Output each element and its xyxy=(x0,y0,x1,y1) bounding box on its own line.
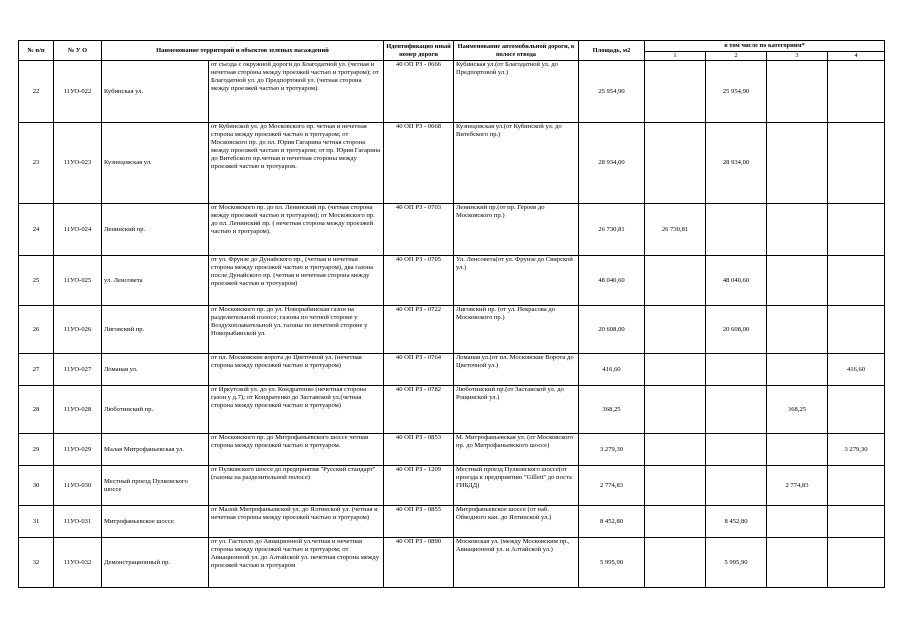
table-body xyxy=(19,61,885,588)
row-area: 26 730,81 xyxy=(579,204,645,256)
row-cat-3 xyxy=(767,506,828,538)
row-number: 22 xyxy=(19,61,54,123)
table-row xyxy=(19,386,885,434)
row-number: 26 xyxy=(19,306,54,354)
row-cat-4 xyxy=(828,61,885,123)
row-area: 2 774,83 xyxy=(579,466,645,506)
row-number: 30 xyxy=(19,466,54,506)
row-description: от Малой Митрофаньевской ул. до Ялтинской ул. (четная и нечетная стороны между проезжей частью и тротуаром) xyxy=(209,506,384,538)
row-uo-code: 11УО-028 xyxy=(54,386,102,434)
row-area: 5 995,90 xyxy=(579,538,645,588)
header-uo: № У О xyxy=(54,41,102,61)
row-number: 23 xyxy=(19,123,54,204)
row-ident: 40 ОП РЗ - 0890 xyxy=(384,538,454,588)
row-cat-1 xyxy=(645,386,706,434)
row-road: Люботинский пр.(от Заставской ул. до Рощинской ул.) xyxy=(454,386,579,434)
row-number: 31 xyxy=(19,506,54,538)
row-cat-3 xyxy=(767,538,828,588)
row-cat-1 xyxy=(645,434,706,466)
row-cat-4 xyxy=(828,386,885,434)
header-cat-3: 3 xyxy=(767,52,828,61)
table-row xyxy=(19,506,885,538)
row-cat-3 xyxy=(767,256,828,306)
row-description: от съезда с окружной дороги до Благодатной ул. (четная и нечетная стороны между проезжей частью и тротуаром); от Благодатной ул. до Предпортовой ул. (четная сторона между проезжей частью и тротуаром). xyxy=(209,61,384,123)
row-road: Местный проезд Пулковского шоссе(от проезда к предприятию "Gillett" до поста ГИБДД) xyxy=(454,466,579,506)
table-row xyxy=(19,538,885,588)
row-cat-1 xyxy=(645,123,706,204)
row-name: Ломаная ул. xyxy=(102,354,209,386)
row-road: Ломаная ул.(от пл. Московские Ворота до Цветочной ул.) xyxy=(454,354,579,386)
row-description: от Пулковского шоссе до предприятия "Русский стандарт" (газоны на разделительной полосе) xyxy=(209,466,384,506)
row-cat-1 xyxy=(645,306,706,354)
row-name: Местный проезд Пулковского шоссе xyxy=(102,466,209,506)
row-uo-code: 11УО-027 xyxy=(54,354,102,386)
row-ident: 40 ОП РЗ - 0853 xyxy=(384,434,454,466)
row-name: Демонстрационный пр. xyxy=(102,538,209,588)
row-description: от Московского пр. до пл. Ленинский пр. (четная сторона между проезжей частью и тротуаром); от Московского пр. до пл. Ленинский пр. ( нечетная сторона между проезжей частью и тротуаром). xyxy=(209,204,384,256)
row-number: 27 xyxy=(19,354,54,386)
row-ident: 40 ОП РЗ - 1209 xyxy=(384,466,454,506)
row-cat-3 xyxy=(767,123,828,204)
row-road: Митрофаньевское шоссе (от наб. Обводного кан. до Ялтинской ул.) xyxy=(454,506,579,538)
header-cat-1: 1 xyxy=(645,52,706,61)
row-description: от пл. Московские ворота до Цветочной ул. (нечетная сторона между проезжей частью и тротуаром) xyxy=(209,354,384,386)
row-name: Кубинская ул. xyxy=(102,61,209,123)
row-cat-4 xyxy=(828,506,885,538)
row-cat-1 xyxy=(645,538,706,588)
row-cat-1: 26 730,81 xyxy=(645,204,706,256)
header-cat-4: 4 xyxy=(828,52,885,61)
header-name: Наименование территорий и объектов зеленых насаждений xyxy=(102,41,384,61)
row-cat-1 xyxy=(645,61,706,123)
table-row xyxy=(19,204,885,256)
row-area: 416,60 xyxy=(579,354,645,386)
row-ident: 40 ОП РЗ - 0782 xyxy=(384,386,454,434)
row-name: Малая Митрофаньевская ул. xyxy=(102,434,209,466)
row-road: Ул. Ленсовета(от ул. Фрунзе до Свирской ул.) xyxy=(454,256,579,306)
row-cat-3 xyxy=(767,306,828,354)
row-ident: 40 ОП РЗ - 0668 xyxy=(384,123,454,204)
table-row xyxy=(19,466,885,506)
row-description: от ул. Фрунзе до Дунайского пр., (четная и нечетная сторона между проезжей частью и тротуаром), два газона после Дунайского пр. (четная и нечетная сторона между проезжей частью и тротуаром) xyxy=(209,256,384,306)
table-header xyxy=(19,41,885,61)
row-ident: 40 ОП РЗ - 0705 xyxy=(384,256,454,306)
row-cat-1 xyxy=(645,506,706,538)
row-uo-code: 11УО-026 xyxy=(54,306,102,354)
row-uo-code: 11УО-023 xyxy=(54,123,102,204)
row-uo-code: 11УО-025 xyxy=(54,256,102,306)
row-cat-2: 28 934,00 xyxy=(706,123,767,204)
row-description: от Иркутской ул. до ул. Кондратенко (нечетная сторона газон у д.7); от Кондратенко до Заставской ул.(четная сторона между проезжей частью и тротуаром) xyxy=(209,386,384,434)
header-cat-2: 2 xyxy=(706,52,767,61)
table-row xyxy=(19,256,885,306)
row-description: от ул. Гастелло до Авиационной ул.четная и нечетная сторона между проезжей частью и тротуаром; от Авиационной ул. до Алтайской ул. нечетная сторона между проезжей частью и тротуаром xyxy=(209,538,384,588)
row-name: Лиговский пр. xyxy=(102,306,209,354)
row-cat-4: 3 279,30 xyxy=(828,434,885,466)
row-cat-4 xyxy=(828,123,885,204)
row-area: 25 954,90 xyxy=(579,61,645,123)
row-uo-code: 11УО-031 xyxy=(54,506,102,538)
row-cat-2 xyxy=(706,434,767,466)
row-number: 24 xyxy=(19,204,54,256)
row-name: Митрофаньевское шоссе xyxy=(102,506,209,538)
row-cat-2 xyxy=(706,386,767,434)
row-ident: 40 ОП РЗ - 0666 xyxy=(384,61,454,123)
row-cat-3 xyxy=(767,61,828,123)
row-cat-3 xyxy=(767,354,828,386)
row-cat-2: 5 995,90 xyxy=(706,538,767,588)
row-cat-3 xyxy=(767,434,828,466)
row-road: Лиговский пр. (от ул. Некрасова до Московского пр.) xyxy=(454,306,579,354)
header-num: № п/п xyxy=(19,41,54,61)
table-row xyxy=(19,123,885,204)
row-uo-code: 11УО-029 xyxy=(54,434,102,466)
table-row xyxy=(19,354,885,386)
row-road: Ленинский пр.(от пр. Героев до Московского пр.) xyxy=(454,204,579,256)
green-zones-table xyxy=(18,40,885,588)
table-row xyxy=(19,61,885,123)
table-row xyxy=(19,434,885,466)
row-cat-2 xyxy=(706,354,767,386)
row-cat-4 xyxy=(828,204,885,256)
header-categories: в том числе по категориям* xyxy=(645,41,885,52)
row-description: от Кубинской ул. до Московского пр. четная и нечетная сторона между проезжей частью и тротуаром; от Московского пр. до пл. Юрия Гагарина четная сторона между проезжей частью и тротуаром; от пр. Юрия Гагарина до Витебского пр.четная и нечетная стороны между проезжей частью и тротуаром. xyxy=(209,123,384,204)
row-area: 48 040,60 xyxy=(579,256,645,306)
row-name: Кузнецовская ул. xyxy=(102,123,209,204)
row-road: Кузнецовская ул.(от Кубинской ул. до Витебского пр.) xyxy=(454,123,579,204)
row-number: 28 xyxy=(19,386,54,434)
header-road: Наименование автомобильной дороги, в полосе отвода xyxy=(454,41,579,61)
row-cat-3: 368,25 xyxy=(767,386,828,434)
row-ident: 40 ОП РЗ - 0703 xyxy=(384,204,454,256)
row-cat-2 xyxy=(706,204,767,256)
row-area: 8 452,80 xyxy=(579,506,645,538)
row-road: Московская ул. (между Московским пр., Авиационной ул. и Алтайской ул.) xyxy=(454,538,579,588)
row-cat-4 xyxy=(828,256,885,306)
row-cat-2 xyxy=(706,466,767,506)
row-ident: 40 ОП РЗ - 0722 xyxy=(384,306,454,354)
header-area: Площадь, м2 xyxy=(579,41,645,61)
row-cat-4 xyxy=(828,466,885,506)
row-number: 25 xyxy=(19,256,54,306)
row-number: 29 xyxy=(19,434,54,466)
row-name: Люботинский пр. xyxy=(102,386,209,434)
row-cat-1 xyxy=(645,354,706,386)
row-number: 32 xyxy=(19,538,54,588)
row-area: 3 279,30 xyxy=(579,434,645,466)
row-cat-1 xyxy=(645,256,706,306)
row-area: 28 934,00 xyxy=(579,123,645,204)
row-ident: 40 ОП РЗ - 0855 xyxy=(384,506,454,538)
row-uo-code: 11УО-022 xyxy=(54,61,102,123)
table-row xyxy=(19,306,885,354)
row-cat-2: 8 452,80 xyxy=(706,506,767,538)
row-description: от Московского пр. до Митрофаньевского шоссе четная сторона между проезжей частью и тротуаром. xyxy=(209,434,384,466)
row-cat-2: 25 954,90 xyxy=(706,61,767,123)
row-cat-1 xyxy=(645,466,706,506)
row-road: Кубинская ул.(от Благодатной ул. до Предпортовой ул.) xyxy=(454,61,579,123)
row-uo-code: 11УО-032 xyxy=(54,538,102,588)
row-cat-4 xyxy=(828,306,885,354)
row-uo-code: 11УО-024 xyxy=(54,204,102,256)
row-cat-3 xyxy=(767,204,828,256)
row-name: Ленинский пр. xyxy=(102,204,209,256)
row-cat-4 xyxy=(828,538,885,588)
row-road: М. Митрофаньевская ул. (от Московского пр. до Митрофаньевского шоссе) xyxy=(454,434,579,466)
header-ident: Идентификацио нный номер дороги xyxy=(384,41,454,61)
row-uo-code: 11УО-030 xyxy=(54,466,102,506)
row-cat-3: 2 774,83 xyxy=(767,466,828,506)
row-cat-2: 20 608,00 xyxy=(706,306,767,354)
row-area: 20 608,00 xyxy=(579,306,645,354)
row-cat-2: 48 040,60 xyxy=(706,256,767,306)
row-cat-4: 416,60 xyxy=(828,354,885,386)
row-ident: 40 ОП РЗ - 0764 xyxy=(384,354,454,386)
row-description: от Московского пр. до ул. Новорыбинская газон на разделительной полосе; газоны по четной стороне у Воздухоплавательной ул. газоны по нечетной стороне у Новорыбинской ул. xyxy=(209,306,384,354)
row-area: 368,25 xyxy=(579,386,645,434)
row-name: ул. Ленсовета xyxy=(102,256,209,306)
